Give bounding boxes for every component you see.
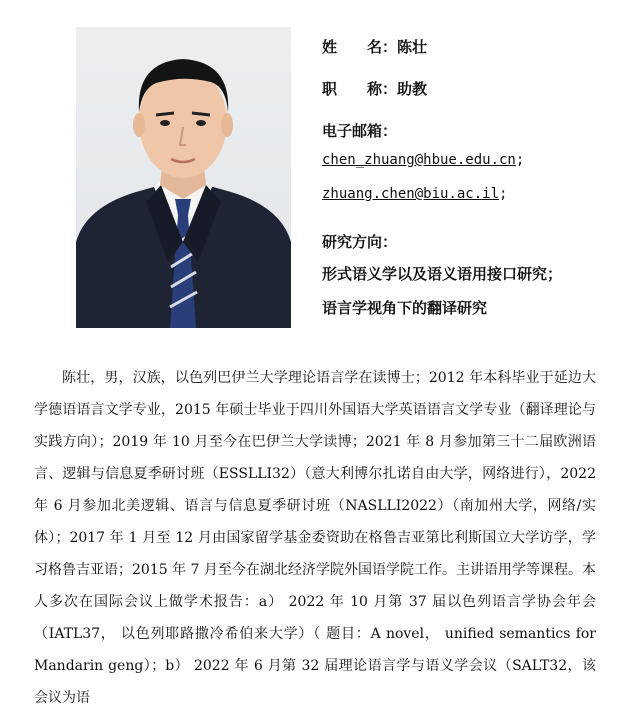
name-row: [322, 36, 427, 57]
email-link-2[interactable]: zhuang.chen@biu.ac.il: [322, 186, 500, 202]
name-value: 陈壮: [397, 38, 428, 56]
title-value: 助教: [397, 80, 428, 98]
portrait-illustration: [76, 27, 291, 328]
email-link-1[interactable]: chen_zhuang@hbue.edu.cn: [322, 152, 516, 168]
title-row: [322, 78, 427, 99]
research-label: 研究方向：: [322, 233, 398, 251]
title-label: 职 称：: [322, 80, 398, 98]
research-item-2: 语言学视角下的翻译研究: [322, 299, 488, 317]
email-row-1: [322, 152, 524, 168]
email-row-2: [322, 186, 507, 202]
research-item-1: 形式语义学以及语义语用接口研究；: [322, 265, 563, 283]
email-label: 电子邮箱：: [322, 122, 398, 140]
profile-photo: [76, 27, 291, 328]
email-separator-2: ;: [499, 186, 508, 202]
biography-paragraph: 陈壮，男，汉族，以色列巴伊兰大学理论语言学在读博士；2012 年本科毕业于延边大学德语语言文学专业，2015 年硕士毕业于四川外国语大学英语语言文学专业（翻译理论与实践方向）；2019 年 10 月至今在巴伊兰大学读博；2021 年 8 月参加第三十二届欧洲语言、逻辑与信息夏季研讨班（ESSLLI32）（意大利博尔扎诺自由大学，网络进行），2022 年 6 月参加北美逻辑、语言与信息夏季研讨班（NASLLI2022）（南加州大学，网络/实体）；2017 年 1 月至 12 月由国家留学基金委资助在格鲁吉亚第比利斯国立大学访学，学习格鲁吉亚语；2015 年 7 月至今在湖北经济学院外国语学院工作。主讲语用学等课程。本人多次在国际会议上做学术报告：a） 2022 年 10 月第 37 届以色列语言学协会年会（IATL37， 以色列耶路撒冷希伯来大学）（ 题目：A novel， unified semantics for Mandarin geng）；b） 2022 年 6 月第 32 届理论语言学与语义学会议（SALT32，该会议为语: [34, 370, 596, 706]
name-label: 姓 名：: [322, 38, 398, 56]
email-separator-1: ;: [515, 152, 525, 168]
